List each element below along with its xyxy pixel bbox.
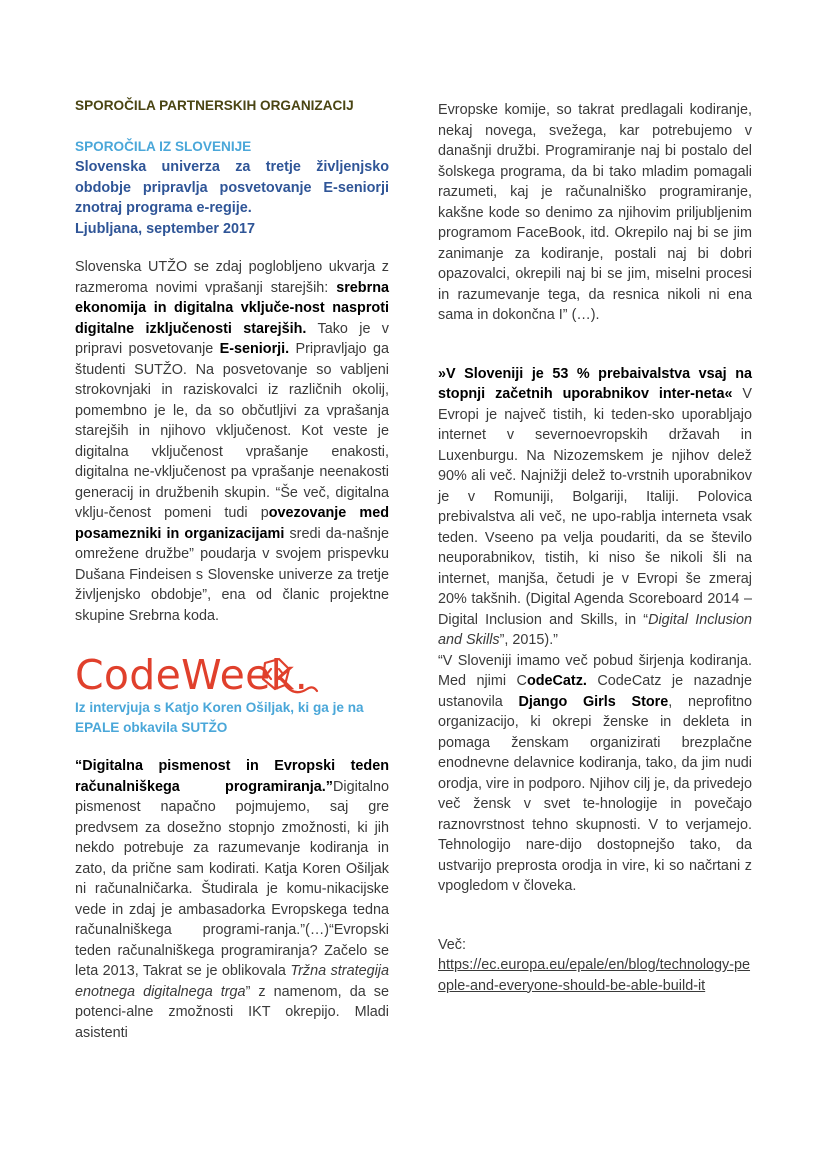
more-label: Več:	[438, 936, 467, 953]
intro-paragraph: Slovenska UTŽO se zdaj poglobljeno ukvarja z razmeroma novimi vprašanji starejših: srebrna ekonomija in digitalna vključe-nost nasproti digitalne izključenosti starejših. Tako je v pripravi posvetovanje E-seniorji. Pripravljajo ga študenti SUTŽO. Na posvetovanje so vabljeni strokovnjaki in raziskovalci iz različnih okolij, pomembno je le, da so občutljivi za vprašanja starejših in njihovo vključenost. Kot veste je digitalna vključenost vprašanje enakosti, digitalna ne-vključenost pa vprašanje neenakosti generacij in družbenih skupin. “Še več, digitalna vklju-čenost pomeni tudi povezovanje med posamezniki in organizacijami sredi da-našnje omrežene družbe” poudarja v svojem prispevku Dušana Findeisen s Slovenske univerze za tretje življenjsko obdobje”, ena od članic projektne skupine Srebrna koda.	[75, 259, 389, 624]
epale-link[interactable]: https://ec.europa.eu/epale/en/blog/technology-people-and-everyone-should-be-able-build-it	[438, 957, 751, 994]
interview-heading: Iz intervjuja s Katjo Koren Ošiljak, ki ga je na EPALE obkavila SUTŽO	[75, 700, 364, 735]
codeweek-paragraph: “Digitalna pismenost in Evropski teden računalniškega programiranja.”Digitalno pismenost napačno pojmujemo, saj gre predvsem za dosežno stopnjo zmožnosti, ki jih nekdo potrebuje za razumevanje kodiranja in zato, da prične sam kodirati. Katja Koren Ošiljak ni računalničarka. Študirala je komu-nikacijske vede in zdaj je ambasadorka Evropskega tedna računalniškega programi-ranja.”(…)“Evropski teden računalniškega programiranja? Začelo se leta 2013, Takrat se je oblikovala Tržna strategija enotnega digitalnega trga” z namenom, da se potenci-alne zmožnosti IKT okrepijo. Mladi asistenti	[75, 758, 390, 1041]
statistics-paragraph: »V Sloveniji je 53 % prebaivalstva vsaj na stopnji začetnih uporabnikov inter-neta« V Evropi je največ tistih, ki teden-sko uporabljajo internet v severnoevropskih državah in Luxenburgu. Na Nizozemskem je njihov delež 90% ali več. Najnižji delež to-vrstnih uporabnikov je v Romuniji, Bolgariji, Italiji. Polovica prebivalstva ali več, ne upo-rablja interneta vsak teden. Vseeno pa velja poudariti, da se število neuporabnikov, tistih, ki niso še nikoli šli na internet, manjša, četudi je v Evropi še zmeraj 20% takšnih. (Digital Agenda Scoreboard 2014 – Digital Inclusion and Skills, in “Digital Inclusion and Skills”, 2015).”	[438, 365, 752, 648]
codecatz-paragraph: “V Sloveniji imamo več pobud širjenja kodiranja. Med njimi CodeCatz. CodeCatz je nazadnje ustanovila Django Girls Store, neprofitno organizacijo, ki okrepi ženske in dekleta in pomaga ženskam organizirati brezplačne enodnevne delavnice kodiranja, tako, da jim nudi orodja, vire in podporo. Njihov cilj je, da privedejo več žensk v svet te-hnologije in povečajo raznovrstnost tehno skupnosti. V to verjamejo. Tehnologijo nare-dijo dostopnejšo tako, da ustvarijo preprosta orodja in vire, ki so načrtani z vpogledom v človeka.	[438, 652, 752, 894]
section-heading: SPOROČILA IZ SLOVENIJE	[75, 139, 252, 154]
article-title: Slovenska univerza za tretje življenjsko obdobje pripravlja posvetovanje E-seniorji znotraj programa e-regije.	[75, 159, 389, 216]
left-column	[75, 96, 389, 1043]
code-hand-icon	[255, 655, 325, 699]
partner-heading: SPOROČILA PARTNERSKIH ORGANIZACIJ	[75, 98, 354, 113]
codeweek-logo	[75, 652, 389, 698]
right-column	[438, 100, 752, 996]
article-date: Ljubljana, september 2017	[75, 220, 255, 237]
continuation-paragraph: Evropske komije, so takrat predlagali kodiranje, nekaj novega, svežega, kar potrebujemo v današnji družbi. Programiranje naj bi postalo del šolskega programa, da bi tako mladim pomagali razumeti, kaj je računalniško programiranje, kakšne kode so denimo za njihovim priljubljenim programom FaceBook, itd. Okrepilo naj bi se jim zanimanje za kodiranje, postali naj bi dobri opazovalci, okrepili naj bi se jim, miselni procesi in razumevanje tega, da resnica nikoli ni ena sama in dokončna I” (…).	[438, 102, 752, 323]
logo-text: CodeWeek.	[75, 651, 309, 699]
